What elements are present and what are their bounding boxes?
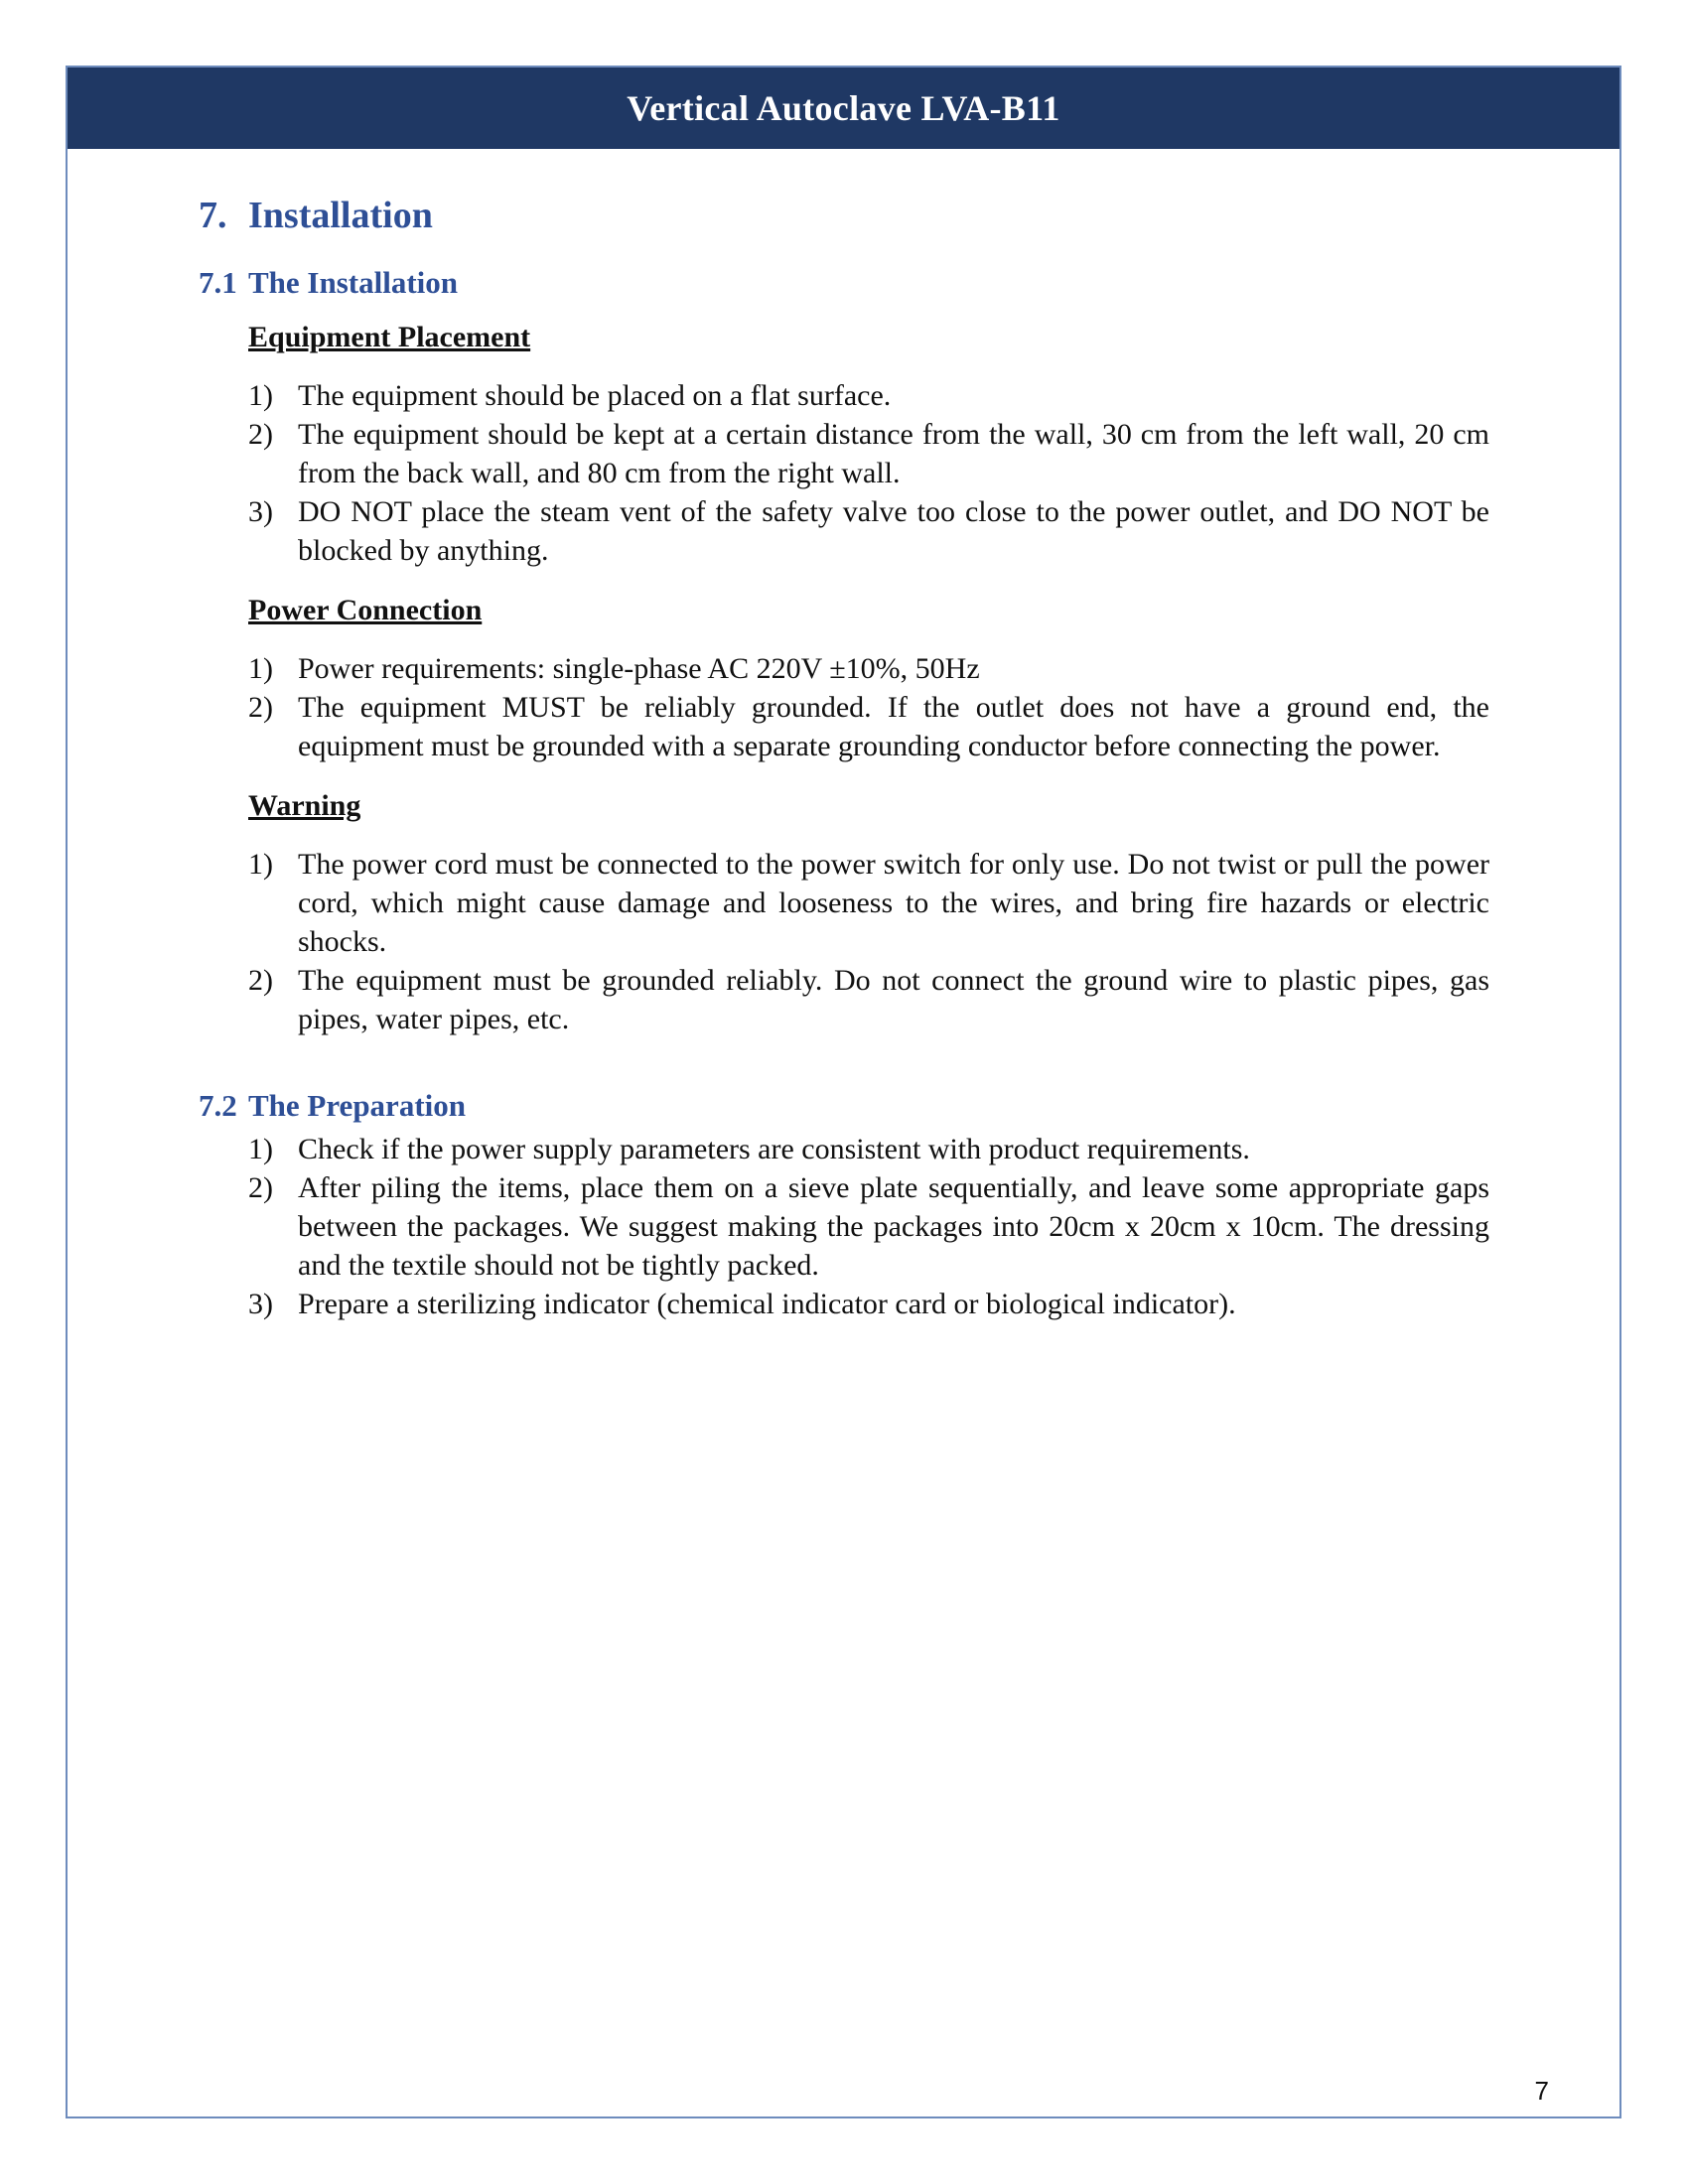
section-heading (199, 194, 1489, 237)
list-item-text: The equipment should be placed on a flat surface. (298, 379, 892, 412)
group-heading-power-connection: Power Connection (248, 594, 483, 626)
list-item-text: The equipment should be kept at a certain distance from the wall, 30 cm from the left wall, 20 cm from the back wall, and 80 cm from the right wall. (298, 418, 1489, 489)
list-item-text: The power cord must be connected to the power switch for only use. Do not twist or pull the power cord, which might cause damage and looseness to the wires, and bring fire hazards or electric shocks. (298, 848, 1489, 958)
page-number: 7 (1534, 2076, 1549, 2106)
list-item (248, 1285, 1489, 1323)
subsection-title: The Preparation (248, 1088, 466, 1123)
list-item-index: 1) (248, 1133, 273, 1165)
document-header (68, 68, 1619, 149)
list-item-text: The equipment MUST be reliably grounded. If the outlet does not have a ground end, the equipment must be grounded with a separate grounding conductor before connecting the power. (298, 691, 1489, 762)
warning-list (248, 845, 1489, 1038)
group-heading-warning: Warning (248, 789, 361, 822)
subsection-number: 7.1 (199, 265, 237, 300)
equipment-placement-list (248, 376, 1489, 570)
list-item-text: Prepare a sterilizing indicator (chemical indicator card or biological indicator). (298, 1288, 1236, 1320)
list-item-index: 2) (248, 418, 273, 451)
document-title: Vertical Autoclave LVA-B11 (627, 88, 1060, 128)
list-item (248, 649, 1489, 688)
list-item-index: 1) (248, 652, 273, 685)
list-item-text: The equipment must be grounded reliably. Do not connect the ground wire to plastic pipes, gas pipes, water pipes, etc. (298, 964, 1489, 1035)
list-item (248, 415, 1489, 492)
subsection-heading-installation (199, 265, 1489, 301)
list-item-index: 2) (248, 964, 273, 997)
list-item-text: DO NOT place the steam vent of the safety valve too close to the power outlet, and DO NOT be blocked by anything. (298, 495, 1489, 567)
section-title: Installation (248, 195, 433, 236)
preparation-list (248, 1130, 1489, 1323)
section-spacer (199, 1062, 1489, 1088)
list-item-text: After piling the items, place them on a sieve plate sequentially, and leave some appropriate gaps between the packages. We suggest making the packages into 20cm x 20cm x 10cm. The dressing and the textile should not be tightly packed. (298, 1171, 1489, 1282)
list-item (248, 1130, 1489, 1168)
subsection-number: 7.2 (199, 1088, 237, 1123)
list-item (248, 845, 1489, 961)
list-item-index: 2) (248, 691, 273, 724)
power-connection-list (248, 649, 1489, 765)
list-item (248, 961, 1489, 1038)
list-item-index: 1) (248, 848, 273, 881)
list-item (248, 376, 1489, 415)
list-item-index: 3) (248, 495, 273, 528)
subsection-title: The Installation (248, 265, 459, 300)
page-content (199, 194, 1489, 1347)
list-item-index: 3) (248, 1288, 273, 1320)
section-number: 7. (199, 195, 227, 236)
list-item-index: 1) (248, 379, 273, 412)
list-item-index: 2) (248, 1171, 273, 1204)
subsection-heading-preparation (199, 1088, 1489, 1124)
list-item (248, 688, 1489, 765)
list-item (248, 1168, 1489, 1285)
group-heading-equipment-placement: Equipment Placement (248, 321, 531, 353)
list-item-text: Check if the power supply parameters are consistent with product requirements. (298, 1133, 1250, 1165)
list-item-text: Power requirements: single-phase AC 220V ±10%, 50Hz (298, 652, 980, 685)
list-item (248, 492, 1489, 570)
